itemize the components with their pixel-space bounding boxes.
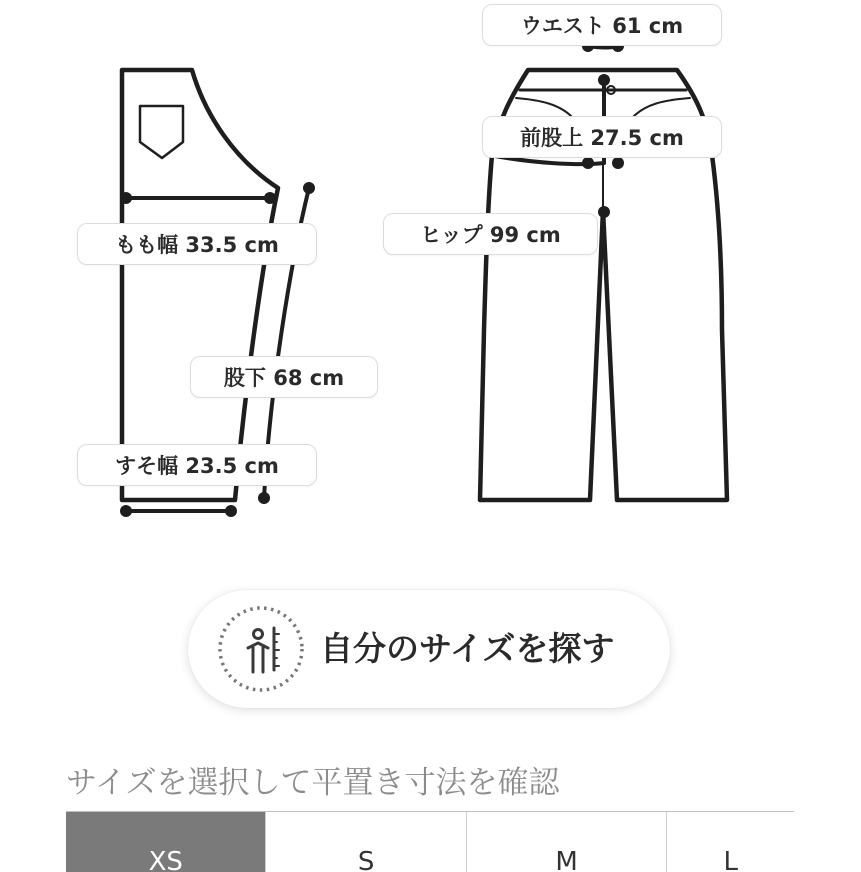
measure-point xyxy=(120,192,132,204)
measure-point xyxy=(120,505,132,517)
front-rise-label: 前股上 27.5 cm xyxy=(482,116,722,158)
size-tabs xyxy=(66,811,794,871)
measure-point xyxy=(598,206,610,218)
hem-width-label: すそ幅 23.5 cm xyxy=(77,444,317,486)
back-pocket xyxy=(140,106,183,158)
measure-point xyxy=(303,182,315,194)
size-tab-s[interactable]: S xyxy=(266,812,466,872)
pocket-left xyxy=(516,98,573,118)
measure-point xyxy=(225,505,237,517)
find-my-size-button[interactable] xyxy=(188,590,670,708)
size-tab-l[interactable]: L xyxy=(723,847,738,872)
measure-point xyxy=(258,492,270,504)
side-view-outline xyxy=(122,70,278,500)
size-section-heading: サイズを選択して平置き寸法を確認 xyxy=(66,765,560,801)
inseam-label: 股下 68 cm xyxy=(190,356,378,398)
pocket-right xyxy=(632,98,690,118)
measure-point xyxy=(598,74,610,86)
person-measure-icon xyxy=(216,604,306,694)
size-tab-xs[interactable]: XS xyxy=(66,812,266,872)
measure-point xyxy=(582,157,594,169)
thigh-width-label: もも幅 33.5 cm xyxy=(77,223,317,265)
hip-label: ヒップ 99 cm xyxy=(383,213,598,255)
find-my-size-label: 自分のサイズを探す xyxy=(320,629,615,668)
measure-point xyxy=(264,192,276,204)
waist-label: ウエスト 61 cm xyxy=(482,4,722,46)
measure-point xyxy=(612,157,624,169)
size-tab-m[interactable]: M xyxy=(467,812,667,872)
